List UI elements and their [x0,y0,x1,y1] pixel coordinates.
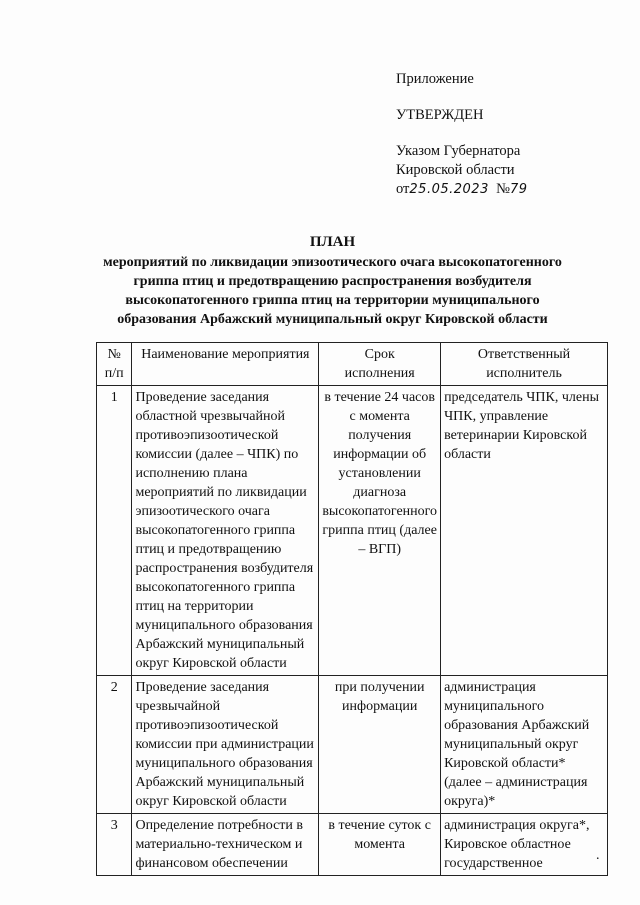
header-exec-line-1: Ответственный [477,347,571,362]
number-prefix: № [496,181,510,197]
title-heading: ПЛАН [309,234,356,250]
approved-label: УТВЕРЖДЕН [396,107,484,123]
row-executor: администрация округа*, Кировское областное государственное [441,814,608,876]
title-line-2: гриппа птиц и предотвращению распространения возбудителя [133,274,532,289]
from-prefix: от [396,181,410,197]
row-term: в течение 24 часов с момента получения информации об установлении диагноза высокопатогенного гриппа птиц (далее – ВГП) [319,386,441,676]
document-title [60,233,605,329]
row-executor: председатель ЧПК, члены ЧПК, управление ветеринарии Кировской области [441,386,608,676]
header-num-line-2: п/п [104,366,124,381]
row-name: Определение потребности в материально-техническом и финансовом обеспечении [132,814,319,876]
header-num-line-1: № [107,347,121,362]
title-line-1: мероприятий по ликвидации эпизоотического очага высокопатогенного [103,255,562,270]
plan-table [96,342,608,876]
appendix-label: Приложение [396,71,474,87]
row-num: 1 [97,386,132,676]
row-num: 2 [97,676,132,814]
header-exec-line-2: исполнитель [486,366,562,381]
table-row [97,386,608,676]
row-term: в течение суток с момента [319,814,441,876]
row-name: Проведение заседания чрезвычайной противоэпизоотической комиссии при администрации муниципального образования Арбажский муниципальный округ Кировской области [132,676,319,814]
table-header-row [97,343,608,386]
header-term [319,343,441,386]
decree-date: 25.05.2023 [409,182,489,197]
title-line-4: образования Арбажский муниципальный округ Кировской области [117,312,548,327]
row-term: при получении информации [319,676,441,814]
row-name: Проведение заседания областной чрезвычайной противоэпизоотической комиссии (далее – ЧПК) по исполнению плана мероприятий по ликвидации эпизоотического очага высокопатогенного гриппа птиц и предотвращению распространения возбудителя высокопатогенного гриппа птиц на территории муниципального образования Арбажский муниципальный округ Кировской области [132,386,319,676]
header-num [97,343,132,386]
header-name: Наименование мероприятия [132,343,319,386]
header-term-line-2: исполнения [344,366,415,381]
approval-block [396,70,527,199]
row-executor: администрация муниципального образования Арбажский муниципальный округ Кировской области* (далее – администрация округа)* [441,676,608,814]
decree-date-line [396,180,527,199]
table-row [97,676,608,814]
footer-mark: . [596,848,600,863]
header-executor [441,343,608,386]
table-row [97,814,608,876]
row-num: 3 [97,814,132,876]
decree-line-1: Указом Губернатора [396,143,521,159]
header-term-line-1: Срок [364,347,395,362]
decree-number: 79 [509,182,528,197]
decree-line-2: Кировской области [396,162,515,178]
title-line-3: высокопатогенного гриппа птиц на территории муниципального [125,293,540,308]
